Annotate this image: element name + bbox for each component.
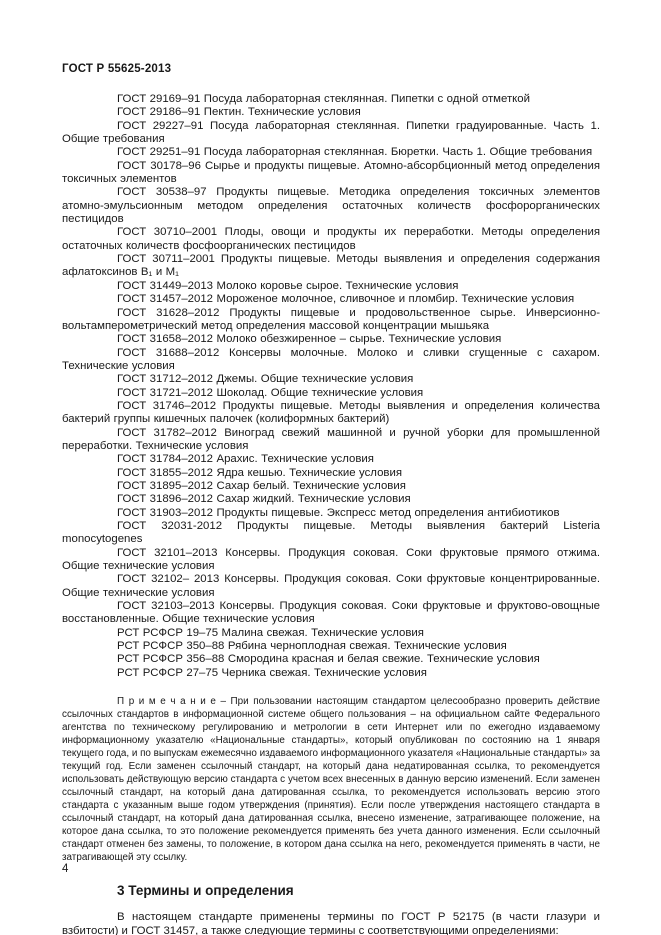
reference-item: ГОСТ 30538–97 Продукты пищевые. Методика определения токсичных элементов атомно-эмульсионным методом определения остаточных количеств фосфорорганических пестицидов [62, 186, 600, 226]
reference-item: ГОСТ 32101–2013 Консервы. Продукция соковая. Соки фруктовые прямого отжима. Общие технические условия [62, 546, 600, 573]
reference-item: ГОСТ 31784–2012 Арахис. Технические условия [117, 453, 374, 466]
reference-item: ГОСТ 32103–2013 Консервы. Продукция соковая. Соки фруктовые и фруктово-овощные восстановленные. Общие технические условия [62, 600, 600, 626]
reference-item: ГОСТ 30710–2001 Плоды, овощи и продукты их переработки. Методы определения остаточных количеств фосфоорганических пестицидов [62, 226, 600, 252]
reference-item: ГОСТ 31855–2012 Ядра кешью. Технические условия [117, 466, 402, 479]
reference-item: ГОСТ 31903–2012 Продукты пищевые. Экспресс метод определения антибиотиков [117, 506, 560, 519]
page-number: 4 [62, 863, 69, 875]
note-paragraph: П р и м е ч а н и е – При пользовании настоящим стандартом целесообразно проверить действие ссылочных стандартов в информационной системе общего пользования – на официальном сайте Федерального агентства по техническому регулированию и метрологии в сети Интернет или по ежегодно издаваемому информационному указателю «Национальные стандарты», который опубликован по состоянию на 1 января текущего года, и по выпускам ежемесячно издаваемого информационного указателя «Национальные стандарты» за текущий год. Если заменен ссылочный стандарт, на который дана недатированная ссылка, то рекомендуется использовать действующую версию стандарта с учетом всех внесенных в данную версию изменений. Если заменен ссылочный стандарт, на который дана датированная ссылка, то рекомендуется использовать версию этого стандарта с указанным выше годом утверждения (принятия). Если после утверждения настоящего стандарта в ссылочный стандарт, на который дана датированная ссылка, внесено изменение, затрагивающее положение, на которое дана ссылка, то это положение рекомендуется применять без учета данного изменения. Если ссылочный стандарт отменен без замены, то положение, в котором дана ссылка на него, рекомендуется применять в части, не затрагивающей эту ссылку. [62, 696, 600, 864]
reference-item: ГОСТ 31782–2012 Виноград свежий машинной и ручной уборки для промышленной переработки. Технические условия [62, 426, 600, 452]
reference-item: ГОСТ 29186–91 Пектин. Технические условия [117, 106, 361, 119]
reference-item: ГОСТ 32102– 2013 Консервы. Продукция соковая. Соки фруктовые концентрированные. Общие технические условия [62, 573, 600, 599]
reference-item: РСТ РСФСР 27–75 Черника свежая. Технические условия [117, 666, 427, 679]
section-heading: 3 Термины и определения [117, 883, 294, 899]
reference-item: ГОСТ 31658–2012 Молоко обезжиренное – сырье. Технические условия [117, 333, 502, 346]
reference-item: ГОСТ 30178–96 Сырье и продукты пищевые. Атомно-абсорбционный метод определения токсичных элементов [62, 159, 600, 186]
reference-item: ГОСТ 29227–91 Посуда лабораторная стеклянная. Пипетки градуированные. Часть 1. Общие требования [62, 119, 600, 146]
normative-references-list [62, 93, 600, 680]
reference-item: ГОСТ 30711–2001 Продукты пищевые. Методы выявления и определения содержания афлатоксинов В₁ и М₁ [62, 253, 600, 279]
reference-item: ГОСТ 31449–2013 Молоко коровье сырое. Технические условия [117, 279, 459, 292]
section-intro-paragraph: В настоящем стандарте применены термины по ГОСТ Р 52175 (в части глазури и взбитости) и ГОСТ 31457, а также следующие термины с соответствующими определениями: [62, 911, 600, 935]
reference-item: ГОСТ 32031-2012 Продукты пищевые. Методы выявления бактерий Listeria monocytogenes [62, 520, 600, 546]
reference-item: ГОСТ 31896–2012 Сахар жидкий. Технические условия [117, 493, 411, 506]
reference-item: ГОСТ 31721–2012 Шоколад. Общие технические условия [117, 386, 424, 399]
document-header-title: ГОСТ Р 55625-2013 [62, 63, 172, 75]
reference-item: РСТ РСФСР 356–88 Смородина красная и белая свежие. Технические условия [117, 653, 540, 666]
reference-item: РСТ РСФСР 350–88 Рябина черноплодная свежая. Технические условия [117, 640, 507, 653]
reference-item: ГОСТ 29169–91 Посуда лабораторная стеклянная. Пипетки с одной отметкой [117, 93, 530, 105]
reference-item: ГОСТ 31712–2012 Джемы. Общие технические условия [117, 373, 414, 386]
reference-item: ГОСТ 31628–2012 Продукты пищевые и продовольственное сырье. Инверсионно-вольтамперометрический метод определения массовой концентрации мышьяка [62, 306, 600, 332]
reference-item: ГОСТ 31746–2012 Продукты пищевые. Методы выявления и определения количества бактерий группы кишечных палочек (колиформных бактерий) [62, 399, 600, 426]
reference-item: ГОСТ 29251–91 Посуда лабораторная стеклянная. Бюретки. Часть 1. Общие требования [117, 146, 593, 159]
reference-item: РСТ РСФСР 19–75 Малина свежая. Технические условия [117, 626, 424, 639]
reference-item: ГОСТ 31688–2012 Консервы молочные. Молоко и сливки сгущенные с сахаром. Технические условия [62, 346, 600, 372]
reference-item: ГОСТ 31457–2012 Мороженое молочное, сливочное и пломбир. Технические условия [117, 293, 575, 306]
reference-item: ГОСТ 31895–2012 Сахар белый. Технические условия [117, 479, 406, 492]
